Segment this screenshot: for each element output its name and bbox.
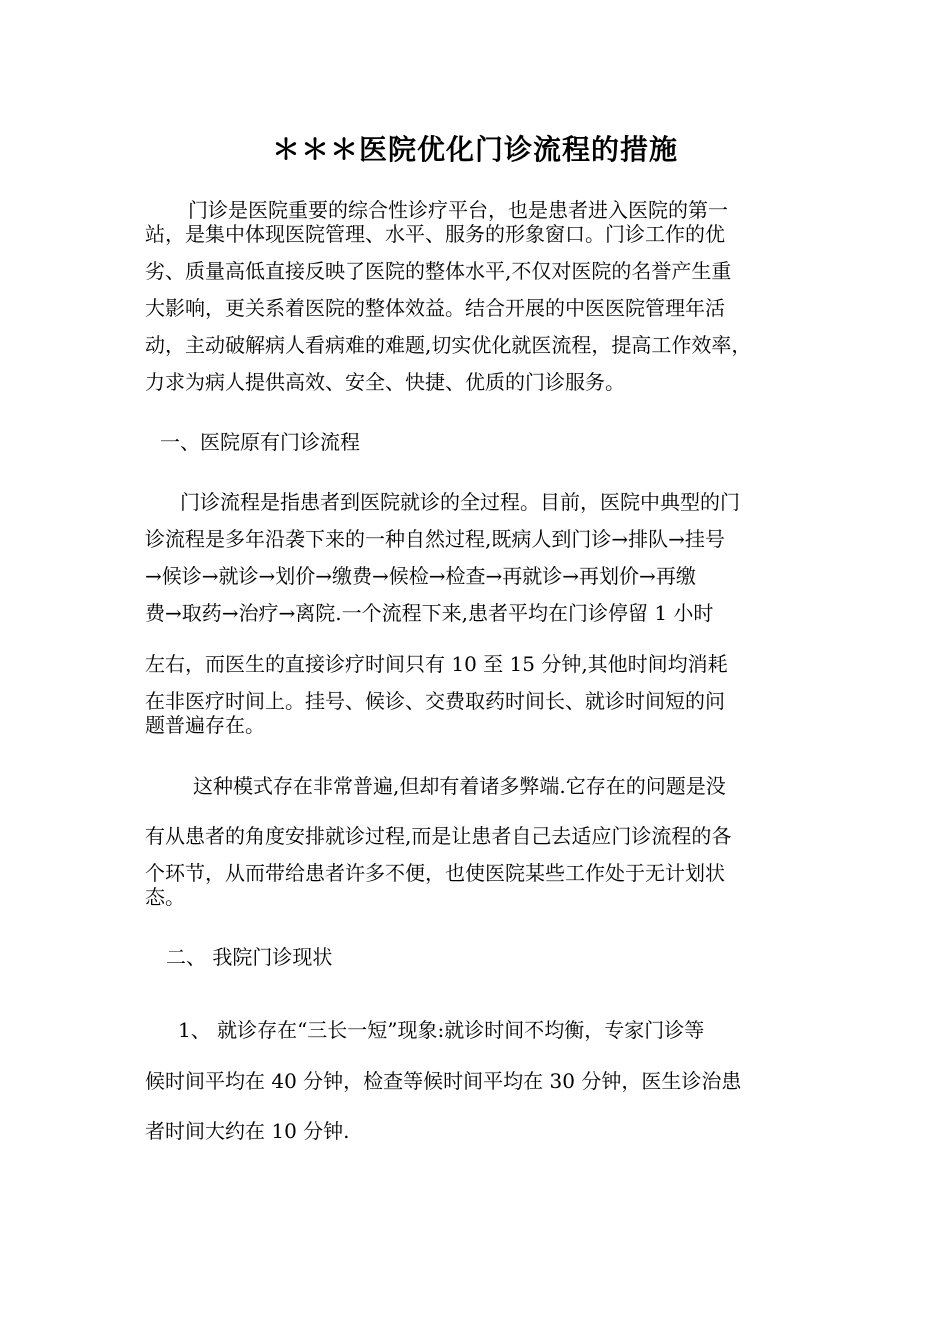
paragraph-2-line-5: 左右，而医生的直接诊疗时间只有 10 至 15 分钟,其他时间均消耗 (145, 652, 728, 676)
paragraph-3-line-1: 这种模式存在非常普遍,但却有着诸多弊端.它存在的问题是没 (193, 774, 726, 798)
paragraph-2-line-6: 在非医疗时间上。挂号、候诊、交费取药时间长、就诊时间短的问 (145, 689, 725, 713)
paragraph-1-line-1: 门诊是医院重要的综合性诊疗平台，也是患者进入医院的第一 (188, 198, 728, 222)
paragraph-3-line-2: 有从患者的角度安排就诊过程,而是让患者自己去适应门诊流程的各 (145, 824, 732, 848)
paragraph-4-line-1: 1、 就诊存在“三长一短”现象:就诊时间不均衡，专家门诊等 (178, 1018, 705, 1042)
paragraph-1-line-3: 劣、质量高低直接反映了医院的整体水平,不仅对医院的名誉产生重 (145, 259, 732, 283)
paragraph-1-line-5: 动，主动破解病人看病难的难题,切实优化就医流程，提高工作效率， (145, 333, 752, 357)
paragraph-2-line-3: →候诊→就诊→划价→缴费→候检→检查→再就诊→再划价→再缴 (145, 564, 696, 588)
paragraph-4-line-2: 候时间平均在 40 分钟，检查等候时间平均在 30 分钟，医生诊治患 (145, 1069, 742, 1093)
paragraph-1-line-6: 力求为病人提供高效、安全、快捷、优质的门诊服务。 (145, 370, 625, 394)
paragraph-2-line-1: 门诊流程是指患者到医院就诊的全过程。目前，医院中典型的门 (180, 490, 740, 514)
paragraph-3-line-4: 态。 (145, 885, 185, 909)
paragraph-3-line-3: 个环节，从而带给患者许多不便，也使医院某些工作处于无计划状 (145, 861, 725, 885)
paragraph-2-line-2: 诊流程是多年沿袭下来的一种自然过程,既病人到门诊→排队→挂号 (145, 527, 725, 551)
paragraph-1-line-4: 大影响，更关系着医院的整体效益。结合开展的中医医院管理年活 (145, 296, 725, 320)
section-heading-2: 二、 我院门诊现状 (166, 945, 333, 969)
paragraph-2-line-4: 费→取药→治疗→离院.一个流程下来,患者平均在门诊停留 1 小时 (145, 601, 714, 625)
paragraph-1-line-2: 站，是集中体现医院管理、水平、服务的形象窗口。门诊工作的优 (145, 222, 725, 246)
paragraph-4-line-3: 者时间大约在 10 分钟. (145, 1119, 350, 1143)
document-title: ＊＊＊医院优化门诊流程的措施 (271, 133, 678, 166)
paragraph-2-line-7: 题普遍存在。 (145, 713, 265, 737)
section-heading-1: 一、医院原有门诊流程 (160, 430, 360, 454)
